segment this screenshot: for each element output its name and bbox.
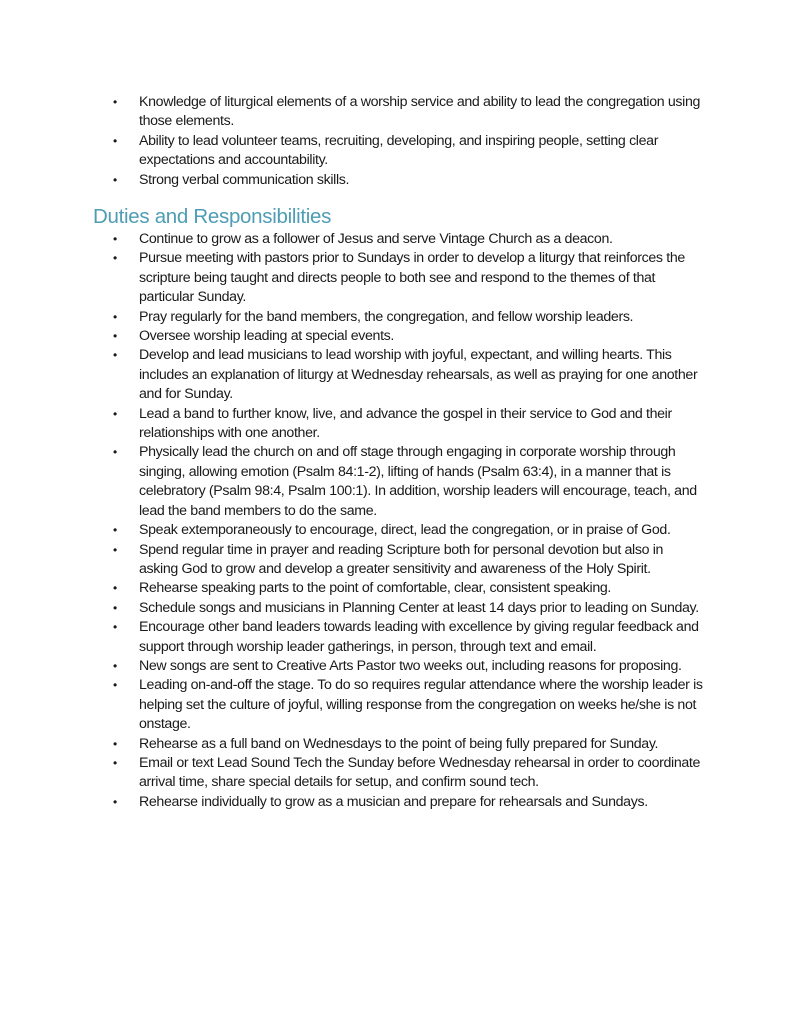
bullet-icon: • — [113, 542, 117, 557]
bullet-icon: • — [113, 251, 117, 266]
list-item — [113, 405, 703, 444]
list-item — [113, 93, 703, 132]
list-item — [113, 541, 703, 580]
bullet-icon: • — [113, 658, 117, 673]
list-item — [113, 308, 703, 327]
list-item — [113, 793, 703, 812]
list-item — [113, 579, 703, 598]
list-item-text: Oversee worship leading at special events. — [139, 328, 395, 345]
qualifications-list — [113, 93, 703, 190]
list-item-text: Spend regular time in prayer and reading Scripture both for personal devotion but also in asking God to grow and develop a greater sensitivity and awareness of the Holy Spirit. — [139, 541, 664, 577]
bullet-icon: • — [113, 794, 117, 809]
list-item-text: Develop and lead musicians to lead worship with joyful, expectant, and willing hearts. This includes an explanation of liturgy at Wednesday rehearsals, as well as praying for one another and for Sunday. — [139, 347, 698, 403]
list-item — [113, 754, 703, 793]
list-item — [113, 521, 703, 540]
list-item — [113, 657, 703, 676]
list-item — [113, 676, 703, 734]
list-item-text: Leading on-and-off the stage. To do so requires regular attendance where the worship leader is helping set the culture of joyful, willing response from the congregation on weeks he/she is not onstage. — [139, 677, 703, 733]
list-item — [113, 618, 703, 657]
bullet-icon: • — [113, 95, 117, 109]
list-item-text: Email or text Lead Sound Tech the Sunday before Wednesday rehearsal in order to coordinate arrival time, share special details for setup, and confirm sound tech. — [139, 754, 701, 791]
list-item-text: Speak extemporaneously to encourage, direct, lead the congregation, or in praise of God. — [139, 522, 671, 539]
list-item — [113, 599, 703, 618]
list-item-text: Rehearse individually to grow as a musician and prepare for rehearsals and Sundays. — [139, 793, 648, 810]
bullet-icon: • — [113, 678, 117, 693]
list-item-text: Pursue meeting with pastors prior to Sundays in order to develop a liturgy that reinforces the scripture being taught and directs people to both see and respond to the themes of that particular Sunday. — [139, 250, 685, 306]
list-item-text: Continue to grow as a follower of Jesus and serve Vintage Church as a deacon. — [139, 231, 613, 247]
list-item — [113, 230, 703, 249]
list-item — [113, 327, 703, 346]
bullet-icon: • — [113, 445, 117, 460]
list-item-text: New songs are sent to Creative Arts Pastor two weeks out, including reasons for proposing. — [139, 657, 682, 674]
duties-heading: Duties and Responsibilities — [93, 205, 332, 228]
list-item-text: Rehearse speaking parts to the point of comfortable, clear, consistent speaking. — [139, 580, 612, 597]
bullet-icon: • — [113, 755, 117, 770]
list-item — [113, 171, 703, 190]
bullet-icon: • — [113, 309, 117, 324]
bullet-icon: • — [113, 620, 117, 635]
bullet-icon: • — [113, 600, 117, 615]
list-item — [113, 132, 703, 171]
list-item-text: Pray regularly for the band members, the congregation, and fellow worship leaders. — [139, 308, 634, 325]
bullet-icon: • — [113, 232, 117, 246]
list-item — [113, 735, 703, 754]
list-item-text: Encourage other band leaders towards leading with excellence by giving regular feedback and support through worship leader gatherings, in person, through text and email. — [139, 619, 699, 655]
bullet-icon: • — [113, 133, 117, 148]
bullet-icon: • — [113, 523, 117, 538]
list-item — [113, 443, 703, 521]
list-item-text: Knowledge of liturgical elements of a worship service and ability to lead the congregation using those elements. — [139, 94, 701, 130]
bullet-icon: • — [113, 329, 117, 344]
list-item-text: Strong verbal communication skills. — [139, 171, 350, 188]
list-item-text: Physically lead the church on and off stage through engaging in corporate worship through singing, allowing emotion (Psalm 84:1-2), lifting of hands (Psalm 63:4), in a manner that is celebratory (Psalm 98:4, Psalm 100:1). In addition, worship leaders will encourage, teach, and lead the band members to do the same. — [139, 444, 697, 519]
list-item-text: Lead a band to further know, live, and advance the gospel in their service to God and their relationships with one another. — [139, 405, 672, 442]
duties-list — [113, 230, 703, 812]
bullet-icon: • — [113, 736, 117, 751]
list-item-text: Schedule songs and musicians in Planning Center at least 14 days prior to leading on Sunday. — [139, 599, 699, 616]
list-item — [113, 249, 703, 307]
bullet-icon: • — [113, 348, 117, 363]
list-item-text: Ability to lead volunteer teams, recruiting, developing, and inspiring people, setting clear expectations and accountability. — [139, 132, 659, 169]
bullet-icon: • — [113, 406, 117, 421]
list-item-text: Rehearse as a full band on Wednesdays to the point of being fully prepared for Sunday. — [139, 735, 659, 752]
bullet-icon: • — [113, 581, 117, 596]
list-item — [113, 346, 703, 404]
bullet-icon: • — [113, 172, 117, 187]
